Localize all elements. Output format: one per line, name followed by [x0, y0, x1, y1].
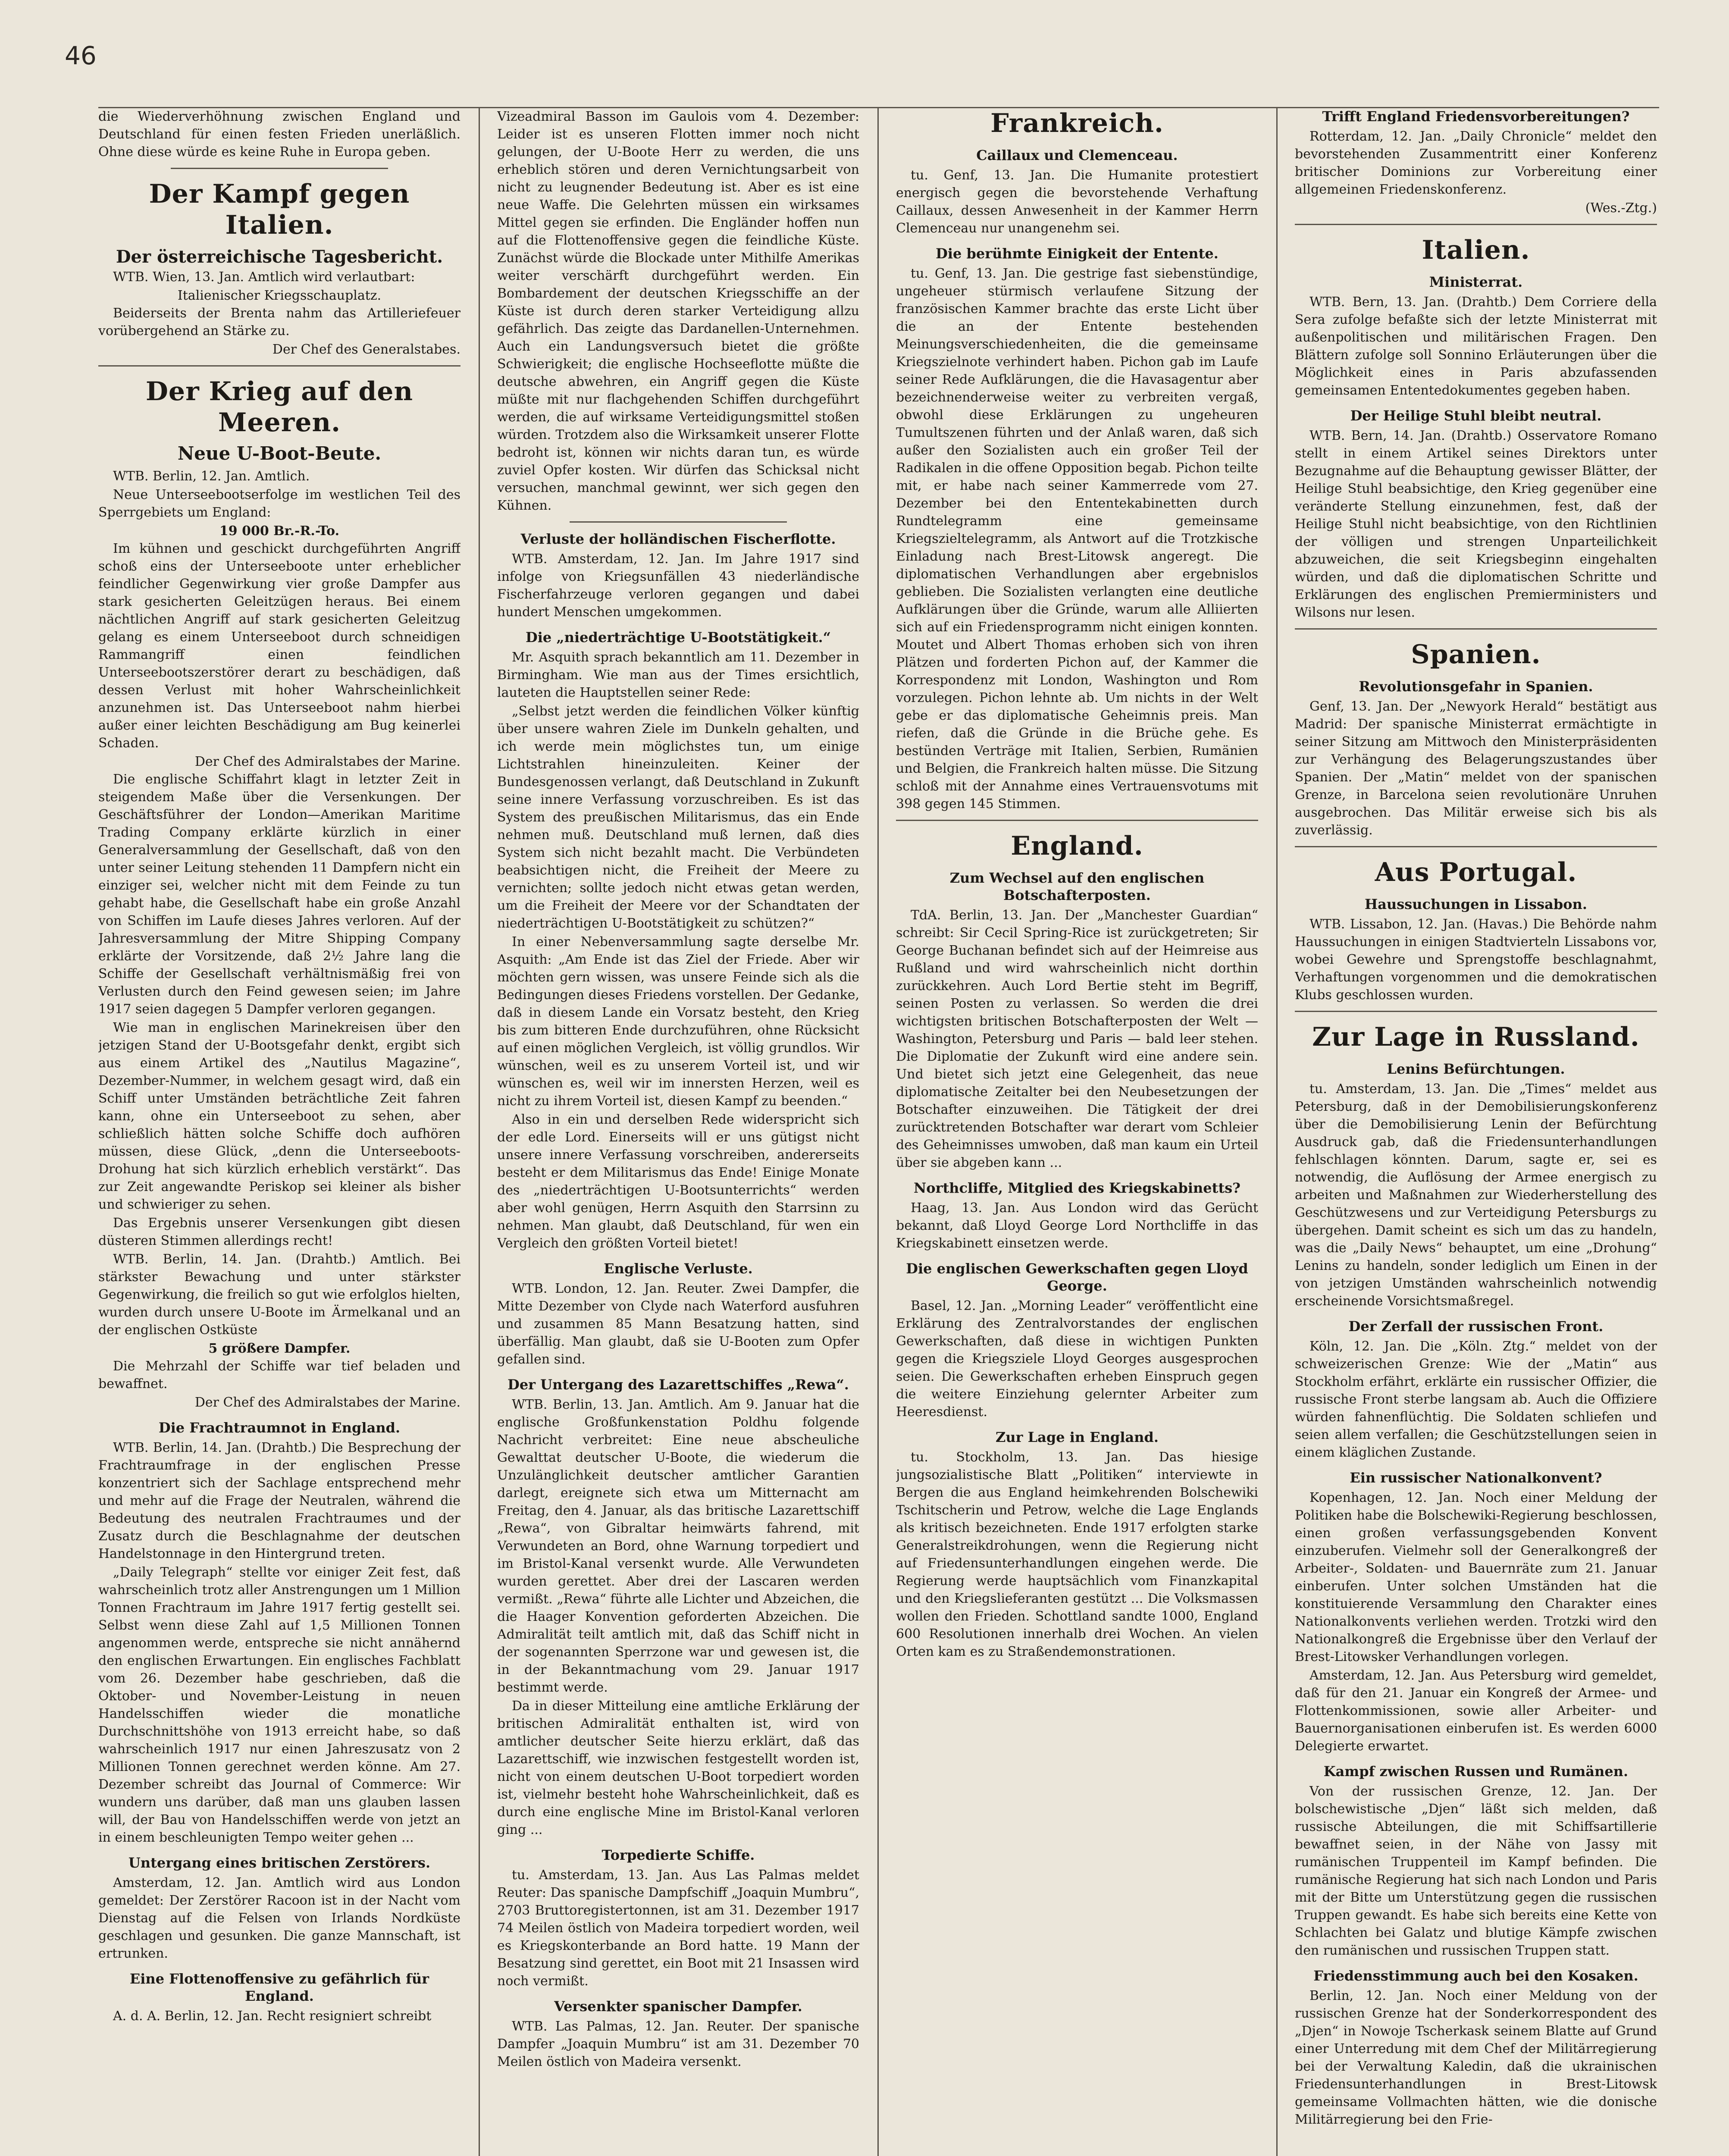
column-4: [1295, 108, 1657, 2156]
peace-prep-text: Rotterdam, 12. Jan. „Daily Chronicle“ meldet den bevorstehenden Zusammentritt einer Konferenz britischer Dominions zur Vorbereitung einer allgemeinen Friedenskonferenz.: [1295, 129, 1657, 197]
rewa-headline: Der Untergang des Lazarettschiffes „Rewa“.: [507, 1376, 849, 1393]
northcliffe-text: Haag, 13. Jan. Aus London wird das Gerücht bekannt, daß Lloyd George Lord Northcliffe in das Kriegskabinett einsetzen werde.: [896, 1200, 1258, 1251]
uboat-booty-subhead: Neue U-Boot-Beute.: [177, 443, 382, 464]
italy-war-headline: Der Kampf gegen Italien.: [149, 179, 410, 240]
basson-paragraph: Vizeadmiral Basson im Gaulois vom 4. Dezember: Leider ist es unseren Flotten immer noch nicht gelungen, der U-Boote Herr zu werden, die uns erheblich stören und deren Vernichtungsarbeit von nicht zu leugnender Bedeutung ist. Aber es ist eine neue Waffe. Die Gelehrten müssen ein wirksames Mittel gegen sie erfinden. Die Engländer hoffen nun auf die Flottenoffensive gegen die feindliche Küste. Zunächst würde die Blockade unter Mithilfe Amerikas weiter verschärft durchgeführt werden. Ein Bombardement der deutschen Kriegsschiffe an der Küste ist durch deren starker Verteidigung allzu gefährlich. Das zeigte das Dardanellen-Unternehmen. Auch ein Landungsversuch bietet die größte Schwierigkeit; die englische Hochseeflotte müßte die deutsche abwehren, ein Angriff gegen die Küste müßte mit nur flachgehenden Schiffen durchgeführt werden, die auf wirksame Verteidigungsmittel stoßen würden. Trotzdem also die Wirksamkeit unserer Flotte bedroht ist, können wir nichts daran tun, es würde zuviel Opfer kosten. Wir dürfen das Schicksal nicht versuchen, manchmal gewinnt, wer sich gegen den Kühnen.: [497, 109, 859, 513]
freight-paragraph: „Daily Telegraph“ stellte vor einiger Zeit fest, daß wahrscheinlich trotz aller Anstrengungen um 1 Million Tonnen Frachtraum im Jahre 1917 fertig gestellt sei. Selbst wenn diese Zahl auf 1,5 Millionen Tonnen angenommen werde, entspreche sie nicht annähernd den englischen Erwartungen. Ein englisches Fachblatt vom 26. Dezember habe geschrieben, daß die Oktober- und November-Leistung in neuen Handelsschiffen wieder die monatliche Durchschnittshöhe von 1913 erreicht habe, so daß wahrscheinlich 1917 nur einen Jahreszusatz von 2 Millionen Tonnen gerechnet werden könne. Am 27. Dezember schreibt das Journal of Commerce: Wir wundern uns darüber, daß man uns glauben lassen will, der Bau von Handelsschiffen werde von jetzt an in einem beschleunigten Tempo weiter gehen ...: [98, 1565, 460, 1845]
sea-dateline-2: WTB. Berlin, 14. Jan. (Drahtb.) Amtlich. Bei stärkster Bewachung und unter stärkster Gegenwirkung, die freilich so gut wie erfolglos hielten, wurden durch unsere U-Boote im Ärmelkanal und an der englischen Ostküste: [98, 1252, 460, 1338]
holy-see-headline: Der Heilige Stuhl bleibt neutral.: [1350, 407, 1602, 424]
france-headline: Frankreich.: [990, 108, 1164, 138]
column-1: [98, 108, 460, 2156]
convent-headline: Ein russischer Nationalkonvent?: [1350, 1470, 1602, 1486]
front-text: Köln, 12. Jan. Die „Köln. Ztg.“ meldet von der schweizerischen Grenze: Wie der „Matin“ aus Stockholm erfährt, erklärte ein russischer Offizier, die russische Front sterbe langsam ab. Auch die Offiziere würden fahnenflüchtig. Die Soldaten schliefen und seien allem verfallen; die Geschützstellungen seien in einem kläglichen Zustande.: [1295, 1339, 1657, 1460]
northcliffe-headline: Northcliffe, Mitglied des Kriegskabinetts?: [914, 1180, 1240, 1196]
destroyer-headline: Untergang eines britischen Zerstörers.: [128, 1855, 431, 1871]
cossacks-text: Berlin, 12. Jan. Noch einer Meldung von der russischen Grenze hat der Sonderkorrespondent des „Djen“ in Nowoje Tscherkask seinem Blatte auf Grund einer Unterredung mit dem Chef der Militärregierung bei der Verwaltung Kaledin, daß die ukrainischen Friedensunterhandlungen in Brest-Litowsk gemeinsame Vollmachten hätten, wie die donische Militärregierung bei den Frie-: [1295, 1988, 1657, 2127]
lisbon-search-text: WTB. Lissabon, 12. Jan. (Havas.) Die Behörde nahm Haussuchungen in einigen Stadtvierteln Lissabons vor, wobei Gewehre und Sprengstoffe beschlagnahmt, Verhaftungen vorgenommen und die demokratischen Klubs geschlossen wurden.: [1295, 917, 1657, 1003]
separator: [1295, 224, 1657, 225]
sea-paragraph: Neue Unterseebootserfolge im westlichen Teil des Sperrgebiets um England:: [98, 487, 460, 520]
entente-text: tu. Genf, 13. Jan. Die gestrige fast siebenstündige, ungeheuer stürmisch verlaufene Sitzung der französischen Kammer brachte das erste Licht über die an der Entente bestehenden Meinungsverschiedenheiten, die die gemeinsame Kriegszielnote verhindert haben. Pichon gab im Laufe seiner Rede Aufklärungen, die die Havasagentur aber bezeichnenderweise weiter zu verbreiten vergaß, obwohl diese Erklärungen zu ungeheuren Tumultszenen führten und der Anlaß waren, daß sich außer den Sozialisten auch ein großer Teil der Radikalen in die offene Opposition begab. Pichon teilte mit, er habe nach seiner Kammerrede vom 27. Dezember bei den Ententekabinetten durch Rundtelegramm eine gemeinsame Kriegszieltelegramm, als Antwort auf die Trotzkische Einladung nach Brest-Litowsk angeregt. Die diplomatischen Verhandlungen aber ergebnislos geblieben. Die Sozialisten verlangten eine deutliche Aufklärungen über die Gründe, warum alle Alliierten sich auf ein Friedensprogramm nicht einigen konnten. Moutet und Albert Thomas erhoben sich von ihren Plätzen und forderten Pichon auf, der Kammer die Korrespondenz mit London, Washington und Rom vorzulegen. Pichon lehnte ab. Um nichts in der Welt gebe er das diplomatische Geheimnis preis. Man riefen, daß die Gründe in die Brüche gehe. Es bestünden Verträge mit Italien, Serbien, Rumänien und Belgien, die Frankreich halten müsse. Die Sitzung schloß mit der Annahme eines Vertrauensvotums mit 398 gegen 145 Stimmen.: [896, 266, 1258, 812]
convent-text: Kopenhagen, 12. Jan. Noch einer Meldung der Politiken habe die Bolschewiki-Regierung beschlossen, einen großen verfassungsgebenden Konvent einzuberufen. Vielmehr soll der Generalkongreß der Arbeiter-, Soldaten- und Bauernräte zum 21. Januar einberufen. Unter solchen Umständen hat die konstituierende Versammlung den Charakter eines Nationalkonvents verliehen werden. Trotzki wird den Nationalkongreß die Ergebnisse über den Verlauf der Brest-Litowsker Verhandlungen vorlegen.: [1295, 1490, 1657, 1664]
english-losses-headline: Englische Verluste.: [604, 1260, 753, 1277]
italy-signature: Der Chef des Generalstabes.: [272, 342, 460, 357]
peace-prep-source: (Wes.-Ztg.): [1585, 201, 1657, 216]
holy-see-text: WTB. Bern, 14. Jan. (Drahtb.) Osservatore Romano stellt in einem Artikel seines Direktors unter Bezugnahme auf die Behauptung gewisser Blätter, der Heilige Stuhl beabsichtige, den Krieg gegenüber eine veränderte Stellung einzunehmen, fest, daß der Heilige Stuhl nicht beabsichtige, von den Richtlinien der völligen und strengen Unparteilichkeit abzuweichen, die seit Kriegsbeginn eingehalten würden, und daß die diplomatischen Schritte und Erklärungen des englischen Premierministers und Wilsons nur lesen.: [1295, 428, 1657, 620]
page-number: 46: [65, 41, 97, 70]
austrian-report-subhead: Der österreichische Tagesbericht.: [116, 247, 443, 267]
torpedoed-ships-headline: Torpedierte Schiffe.: [601, 1847, 755, 1863]
rewa-text: WTB. Berlin, 13. Jan. Amtlich. Am 9. Januar hat die englische Großfunkenstation Poldhu folgende Nachricht verbreitet: Eine neue abscheuliche Gewalttat deutscher U-Boote, die wiederum die Unzulänglichkeit deutscher amtlicher Garantien darlegt, ereignete sich etwa um Mitternacht am Freitag, den 4. Januar, als das britische Lazarettschiff „Rewa“, von Gibraltar heimwärts fahrend, mit Verwundeten an Bord, ohne Warnung torpediert und im Bristol-Kanal versenkt wurde. Alle Verwundeten wurden gerettet. Aber drei der Lascaren werden vermißt. „Rewa“ führte alle Lichter und Abzeichen, die die Haager Konvention geforderten Abzeichen. Die Admiralität teilt amtlich mit, daß das Schiff nicht in der sogenannten Sperrzone war und gewesen ist, die in der Bekanntmachung vom 29. Januar 1917 bestimmt werde.: [497, 1397, 859, 1695]
england-situation-text: tu. Stockholm, 13. Jan. Das hiesige jungsozialistische Blatt „Politiken“ interviewte in Bergen die aus England heimkehrenden Bolschewiki Tschitscherin und Petrow, welche die Lage Englands als kritisch bezeichneten. Ende 1917 erfolgten starke Generalstreikdrohungen, wenn die Regierung nicht auf Friedensunterhandlungen eingehen werde. Die Regierung werde hauptsächlich vom Finanzkapital und den Kriegslieferanten gestützt ... Die Volksmassen wollen den Frieden. Schottland sandte 1000, England 600 Resolutionen innerhalb drei Wochen. An vielen Orten kam es zu Straßendemonstrationen.: [896, 1450, 1258, 1659]
dutch-fleet-headline: Verluste der holländischen Fischerflotte.: [520, 531, 836, 547]
italy-dateline: WTB. Wien, 13. Jan. Amtlich wird verlautbart:: [113, 270, 415, 285]
fleet-offensive-text: A. d. A. Berlin, 12. Jan. Recht resigniert schreibt: [113, 2009, 432, 2024]
lenin-text: tu. Amsterdam, 13. Jan. Die „Times“ meldet aus Petersburg, daß in der Demobilisierungskonferenz über die Demobilisierung Lenin der Befürchtung Ausdruck gab, daß die Friedensunterhandlungen fehlschlagen könnten. Darum, sagte er, sei es notwendig, die Auflösung der Armee energisch zu arbeiten und Maßnahmen zur Wiederherstellung des Geschützwesens und zur Verteidigung Petersburgs zu übergehen. Damit scheint es sich um das zu handeln, was die „Daily News“ behauptet, um eine „Drohung“ Lenins zu handeln, sonder lediglich um Einen in der von jetzigen Umständen wahrscheinlich notwendig erscheinende Vorsichtsmaßregel.: [1295, 1081, 1657, 1309]
dutch-fleet-text: WTB. Amsterdam, 12. Jan. Im Jahre 1917 sind infolge von Kriegsunfällen 43 niederländische Fischerfahrzeuge verloren gegangen und dabei hundert Menschen umgekommen.: [497, 552, 859, 620]
rewa-text-2: Da in dieser Mitteilung eine amtliche Erklärung der britischen Admiralität enthalten ist, wird von amtlicher deutscher Seite hierzu erklärt, daß das Lazarettschiff, wie inzwischen festgestellt worden ist, nicht von einem deutschen U-Boot torpediert worden ist, vielmehr besteht hohe Wahrscheinlichkeit, daß es durch eine englische Mine im Bristol-Kanal verloren ging ...: [497, 1698, 859, 1837]
separator: [1295, 846, 1657, 847]
sea-signature-2: Der Chef des Admiralstabes der Marine.: [194, 1395, 460, 1410]
separator: [98, 365, 460, 367]
caillaux-text: tu. Genf, 13. Jan. Die Humanite protestiert energisch gegen die bevorstehende Verhaftung Caillaux, dessen Anwesenheit in der Kammer Herrn Clemenceau nur unangenehm sei.: [896, 168, 1258, 236]
separator: [570, 521, 787, 523]
italy-theater-label: Italienischer Kriegsschauplatz.: [177, 288, 382, 303]
russia-headline: Zur Lage in Russland.: [1312, 1022, 1640, 1052]
fleet-offensive-headline: Eine Flottenoffensive zu gefährlich für England.: [129, 1971, 429, 2004]
sea-paragraph: Die Mehrzahl der Schiffe war tief beladen und bewaffnet.: [98, 1359, 460, 1391]
english-losses-text: WTB. London, 12. Jan. Reuter. Zwei Dampfer, die Mitte Dezember von Clyde nach Waterford ausfuhren und zusammen 85 Mann Besatzung hatten, sind überfällig. Man glaubt, daß sie U-Booten zum Opfer gefallen sind.: [497, 1281, 859, 1367]
revolution-text: Genf, 13. Jan. Der „Newyork Herald“ bestätigt aus Madrid: Der spanische Ministerrat ermächtigte in seiner Sitzung am Mittwoch den Ministerpräsidenten zur Verhängung des Belagerungszustandes über Spanien. Der „Matin“ meldet von der spanischen Grenze, in Barcelona seien revolutionäre Unruhen ausgebrochen. Das Militär erweise sich bis als zuverlässig.: [1295, 699, 1657, 838]
columns: [98, 108, 1659, 2156]
peace-prep-headline: Trifft England Friedensvorbereitungen?: [1322, 108, 1630, 125]
separator: [1295, 1011, 1657, 1012]
council-text: WTB. Bern, 13. Jan. (Drahtb.) Dem Corriere della Sera zufolge befaßte sich der letzte Ministerrat mit außenpolitischen und militärischen Fragen. Den Blättern zufolge soll Sonnino Erläuterungen über die Möglichkeit eines in Paris abzufassenden gemeinsamen Ententedokumentes gegeben haben.: [1295, 295, 1657, 398]
england-situation-headline: Zur Lage in England.: [996, 1429, 1159, 1445]
revolution-headline: Revolutionsgefahr in Spanien.: [1359, 678, 1593, 695]
lenin-headline: Lenins Befürchtungen.: [1387, 1061, 1565, 1077]
sea-signature: Der Chef des Admiralstabes der Marine.: [194, 754, 460, 769]
front-headline: Der Zerfall der russischen Front.: [1348, 1318, 1604, 1335]
freight-paragraph: WTB. Berlin, 14. Jan. (Drahtb.) Die Besprechung der Frachtraumfrage in der englischen Presse konzentriert sich der Sachlage entsprechend mehr und mehr auf die Frage der Neutralen, während die Bedeutung des neutralen Frachtraumes und der Zusatz durch die Beschlagnahme der deutschen Handelstonnage in den Hintergrund treten.: [98, 1440, 460, 1561]
council-headline: Ministerrat.: [1429, 274, 1523, 290]
sea-paragraph: Das Ergebnis unserer Versenkungen gibt diesen düsteren Stimmen allerdings recht!: [98, 1216, 460, 1248]
asquith-paragraph: In einer Nebenversammlung sagte derselbe Mr. Asquith: „Am Ende ist das Ziel der Friede. Aber wir möchten gern wissen, was unsere Feinde sich als die Bedingungen dieses Friedens vorstellen. Der Gedanke, daß in diesem Lande ein Vorsatz besteht, den Krieg bis zum bitteren Ende durchzuführen, ohne Rücksicht auf einen möglichen Vergleich, ist völlig grundlos. Wir wünschen, weil es zu unserem Vorteil ist, und wir wünschen es, weil wir im innersten Herzen, weil es nicht zu ihrem Vorteil ist, diesen Kampf zu beenden.“: [497, 934, 859, 1109]
sea-paragraph: Im kühnen und geschickt durchgeführten Angriff schoß eins der Unterseeboote unter erheblicher feindlicher Gegenwirkung vier große Dampfer aus stark gesicherten Geleitzügen heraus. Bei einem nächtlichen Angriff auf stark gesicherten Geleitzug gelang es einem Unterseeboot durch schneidigen Rammangriff einen feindlichen Unterseebootszerstörer derart zu beschädigen, daß dessen Verlust mit hoher Wahrscheinlichkeit anzunehmen ist. Das Unterseeboot nahm hierbei außer einer leichten Beschädigung am Bug keinerlei Schaden.: [98, 541, 460, 751]
asquith-paragraph: Also in ein und derselben Rede widerspricht sich der edle Lord. Einerseits will er uns gütigst nicht unsere innere Verfassung vorschreiben, andererseits besteht er dem Militarismus das Ende! Einige Monate des „niederträchtigen U-Bootsunterrichts“ werden aber wohl genügen, Herrn Asquith den Starrsinn zu nehmen. Man glaubt, daß Deutschland, für wen ein Vergleich den größten Vorteil bietet!: [497, 1112, 859, 1251]
separator: [171, 168, 388, 169]
ambassador-headline: Zum Wechsel auf den englischen Botschafterposten.: [949, 870, 1205, 903]
separator: [1295, 628, 1657, 630]
lisbon-search-headline: Haussuchungen in Lissabon.: [1364, 896, 1588, 912]
asquith-paragraph: „Selbst jetzt werden die feindlichen Völker künftig über unsere wahren Ziele im Dunkeln gehalten, und ich werde mein möglichstes tun, um einige Lichtstrahlen hineinzuleiten. Keiner der Bundesgenossen verlangt, daß Deutschland in Zukunft seine innere Verfassung vorzuschreiben. Es ist das System des preußischen Militarismus, das ein Ende nehmen muß. Deutschland muß lernen, daß dies System sich nicht bezahlt macht. Die Verbündeten beabsichtigen nicht, die Freiheit der Meere zu vernichten; sollte jedoch nicht etwas getan werden, um die Freiheit der Meere vor der Schandtaten der niederträchtigen U-Bootstätigkeit zu schützen?“: [497, 704, 859, 931]
intro-text: die Wiederverhöhnung zwischen England und Deutschland für einen festen Frieden unerläßlich. Ohne diese würde es keine Ruhe in Europa geben.: [98, 109, 460, 160]
freight-headline: Die Frachtraumnot in England.: [158, 1420, 401, 1436]
portugal-headline: Aus Portugal.: [1375, 857, 1577, 887]
england-headline: England.: [1011, 831, 1143, 861]
unions-text: Basel, 12. Jan. „Morning Leader“ veröffentlicht eine Erklärung des Zentralvorstandes der englischen Gewerkschaften, daß diese in wichtigen Punkten gegen die Kriegsziele Lloyd Georges ausgesprochen seien. Die Gewerkschaften erheben Einspruch gegen die weitere Einziehung gelernter Arbeiter zum Heeresdienst.: [896, 1298, 1258, 1420]
sea-tonnage: 19 000 Br.-R.-To.: [219, 523, 340, 539]
spain-headline: Spanien.: [1411, 639, 1541, 670]
spanish-steamer-headline: Versenkter spanischer Dampfer.: [554, 1998, 802, 2015]
sea-ships-count: 5 größere Dampfer.: [208, 1341, 351, 1356]
unions-headline: Die englischen Gewerkschaften gegen Lloyd George.: [906, 1260, 1248, 1294]
spanish-steamer-text: WTB. Las Palmas, 12. Jan. Reuter. Der spanische Dampfer „Joaquin Mumbru“ ist am 31. Dezember 70 Meilen östlich von Madeira versenkt.: [497, 2019, 859, 2069]
romania-headline: Kampf zwischen Russen und Rumänen.: [1323, 1763, 1629, 1780]
column-3: [896, 108, 1258, 2156]
cossacks-headline: Friedensstimmung auch bei den Kosaken.: [1313, 1968, 1638, 1984]
italy-headline: Italien.: [1422, 235, 1530, 265]
entente-headline: Die berühmte Einigkeit der Entente.: [936, 245, 1218, 262]
sea-war-headline: Der Krieg auf den Meeren.: [145, 376, 413, 438]
sea-paragraph: Wie man in englischen Marinekreisen über den jetzigen Stand der U-Bootsgefahr denkt, ergibt sich aus einem Artikel des „Nautilus Magazine“, Dezember-Nummer, in welchem gesagt wird, daß ein Schiff unter Umständen beträchtliche Zeit fahren kann, ohne ein Unterseeboot zu sehen, aber schließlich hätten solche Schiffe doch aufhören müssen, diese Glück, „denn die Unterseeboots-Drohung hat sich kürzlich erheblich verstärkt“. Das zur Zeit angewandte Periskop sei kleiner als bisher und schwieriger zu sehen.: [98, 1020, 460, 1212]
column-2: [497, 108, 859, 2156]
destroyer-text: Amsterdam, 12. Jan. Amtlich wird aus London gemeldet: Der Zerstörer Racoon ist in der Nacht vom Dienstag auf die Felsen von Irlands Nordküste geschlagen und gesunken. Die ganze Mannschaft, ist ertrunken.: [98, 1875, 460, 1961]
convent-text-2: Amsterdam, 12. Jan. Aus Petersburg wird gemeldet, daß für den 21. Januar ein Kongreß der Armee- und Flottenkommissionen, sowie aller Arbeiter- und Bauernorganisationen einberufen ist. Es werden 6000 Delegierte erwartet.: [1295, 1668, 1657, 1754]
caillaux-headline: Caillaux und Clemenceau.: [976, 147, 1178, 163]
torpedoed-ships-text: tu. Amsterdam, 13. Jan. Aus Las Palmas meldet Reuter: Das spanische Dampfschiff „Joaquin Mumbru“, 2703 Bruttoregistertonnen, ist am 31. Dezember 1917 74 Meilen östlich von Madeira torpediert worden, weil es Kriegskonterbande an Bord hatte. 19 Mann der Besatzung sind gerettet, ein Boot mit 21 Insassen wird noch vermißt.: [497, 1868, 859, 1989]
uboat-activity-headline: Die „niederträchtige U-Bootstätigkeit.“: [525, 629, 831, 646]
italy-text: Beiderseits der Brenta nahm das Artilleriefeuer vorübergehend an Stärke zu.: [98, 306, 460, 338]
separator: [896, 820, 1258, 821]
sea-dateline: WTB. Berlin, 12. Jan. Amtlich.: [113, 469, 310, 484]
ambassador-text: TdA. Berlin, 13. Jan. Der „Manchester Guardian“ schreibt: Sir Cecil Spring-Rice ist zurückgetreten; Sir George Buchanan befindet sich auf der Heimreise aus Rußland und wird wahrscheinlich nicht dorthin zurückkehren. Auch Lord Bertie steht im Begriff, seinen Posten zu verlassen. So werden die drei wichtigsten britischen Botschafterposten der Welt — Washington, Petersburg und Paris — bald leer stehen. Die Diplomatie der Zukunft wird eine andere sein. Und bietet sich jetzt eine Gelegenheit, das neue diplomatische Zeitalter bei den Neubesetzungen der Botschafter einzuweihen. Die Tätigkeit der drei zurücktretenden Botschafter war derart vom Schleier des Geheimnisses umwoben, daß man kaum ein Urteil über sie abgeben kann ...: [896, 908, 1258, 1170]
sea-paragraph: Die englische Schiffahrt klagt in letzter Zeit in steigendem Maße über die Versenkungen. Der Geschäftsführer der London—Amerikan Maritime Trading Company erklärte kürzlich in einer Generalversammlung der Gesellschaft, daß von den unter seiner Leitung stehenden 11 Dampfern nicht ein einziger sei, welcher nicht mit dem Feinde zu tun gehabt habe, die Gesellschaft habe ein große Anzahl von Schiffen im Laufe dieses Jahres verloren. Auf der Jahresversammlung der Mitre Shipping Company erklärte der Vorsitzende, daß 2½ Jahre lang die Schiffe der Gesellschaft verhältnismäßig frei von Verlusten durch den Feind gewesen seien; im Jahre 1917 seien dagegen 5 Dampfer verloren gegangen.: [98, 772, 460, 1017]
asquith-paragraph: Mr. Asquith sprach bekanntlich am 11. Dezember in Birmingham. Wie man aus der Times ersichtlich, lauteten die Hauptstellen seiner Rede:: [497, 650, 859, 700]
romania-text: Von der russischen Grenze, 12. Jan. Der bolschewistische „Djen“ läßt sich melden, daß russische Abteilungen, die mit Schiffsartillerie bewaffnet seien, in der Nähe von Jassy mit rumänischen Truppenteil im Kampf befinden. Die rumänische Regierung hat sich nach London und Paris mit der Bitte um Unterstützung gegen die russischen Truppen gewandt. Es habe sich bereits eine Kette von Schlachten bei Galatz und blutige Kämpfe zwischen den rumänischen und russischen Truppen statt.: [1295, 1784, 1657, 1958]
